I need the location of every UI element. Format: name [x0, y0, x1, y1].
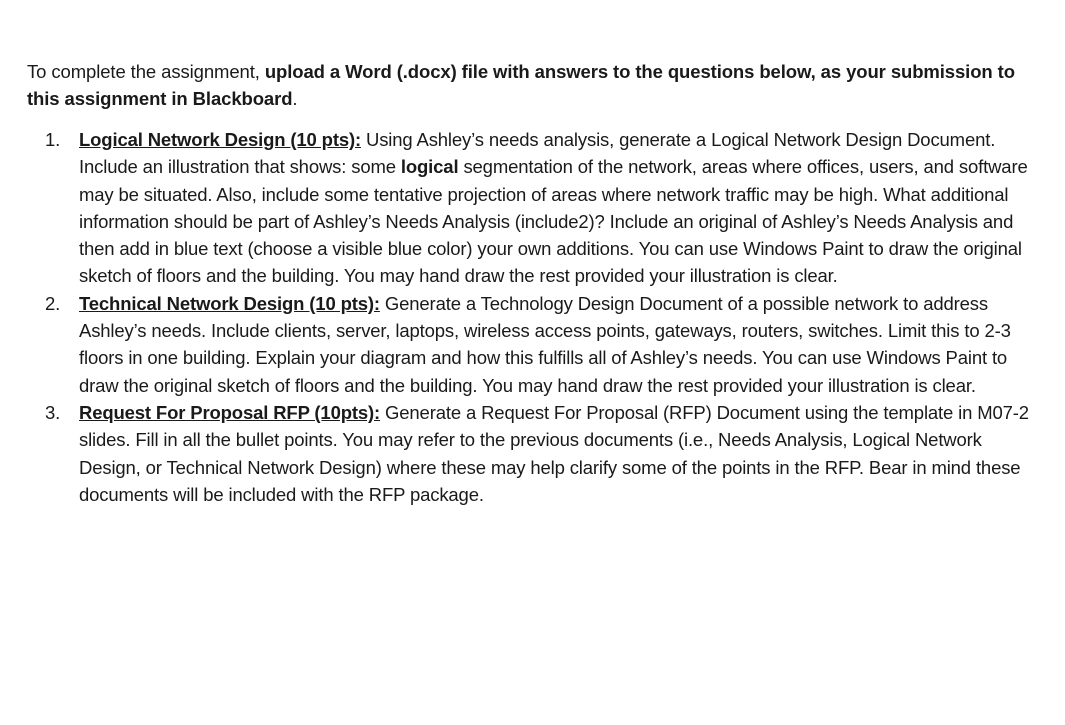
item-text-b: segmentation of the network, areas where offices, users, and software may be situated. Also, include some tentative projection of areas where network traffic may be high. What additional information should be part of Ashley’s Needs Analysis (include2)? Include an original of Ashley’s Needs Analysis and then add in blue text (choose a visible blue color) your own additions. You can use Windows Paint to draw the original sketch of floors and the building. You may hand draw the rest provided your illustration is clear.	[79, 156, 1028, 287]
item-text-a: Using Ashley’s needs analysis, generate a Logical Network Design Document. Include an illustration that shows: some	[79, 129, 996, 178]
list-item-technical-network-design	[27, 290, 1047, 399]
item-title: Technical Network Design (10 pts):	[79, 292, 380, 314]
list-item-logical-network-design	[27, 126, 1047, 290]
question-list	[27, 126, 1047, 508]
item-number: 2.	[45, 292, 61, 314]
intro-bold-instruction: upload a Word (.docx) file with answers to the questions below, as your submission to this assignment in Blackboard	[27, 61, 1015, 109]
item-number: 3.	[45, 401, 61, 423]
intro-paragraph	[27, 58, 1047, 112]
item-title: Logical Network Design (10 pts):	[79, 129, 361, 150]
item-text: Generate a Technology Design Document of a possible network to address Ashley’s needs. Include clients, server, laptops, wireless access points, gateways, routers, switches. Limit this to 2-3 floors in one building. Explain your diagram and how this fulfills all of Ashley’s needs. You can use Windows Paint to draw the original sketch of floors and the building. You may hand draw the rest provided your illustration is clear.	[79, 292, 1011, 396]
assignment-document	[27, 58, 1047, 508]
intro-end: .	[292, 88, 298, 109]
item-text: Generate a Request For Proposal (RFP) Document using the template in M07-2 slides. Fill in all the bullet points. You may refer to the previous documents (i.e., Needs Analysis, Logical Network Design, or Technical Network Design) where these may help clarify some of the points in the RFP. Bear in mind these documents will be included with the RFP package.	[79, 401, 1029, 505]
item-bold-word: logical	[400, 156, 459, 178]
item-title: Request For Proposal RFP (10pts):	[79, 401, 381, 423]
list-item-request-for-proposal	[27, 399, 1047, 508]
item-number: 1.	[45, 129, 61, 150]
intro-lead: To complete the assignment,	[27, 61, 265, 82]
